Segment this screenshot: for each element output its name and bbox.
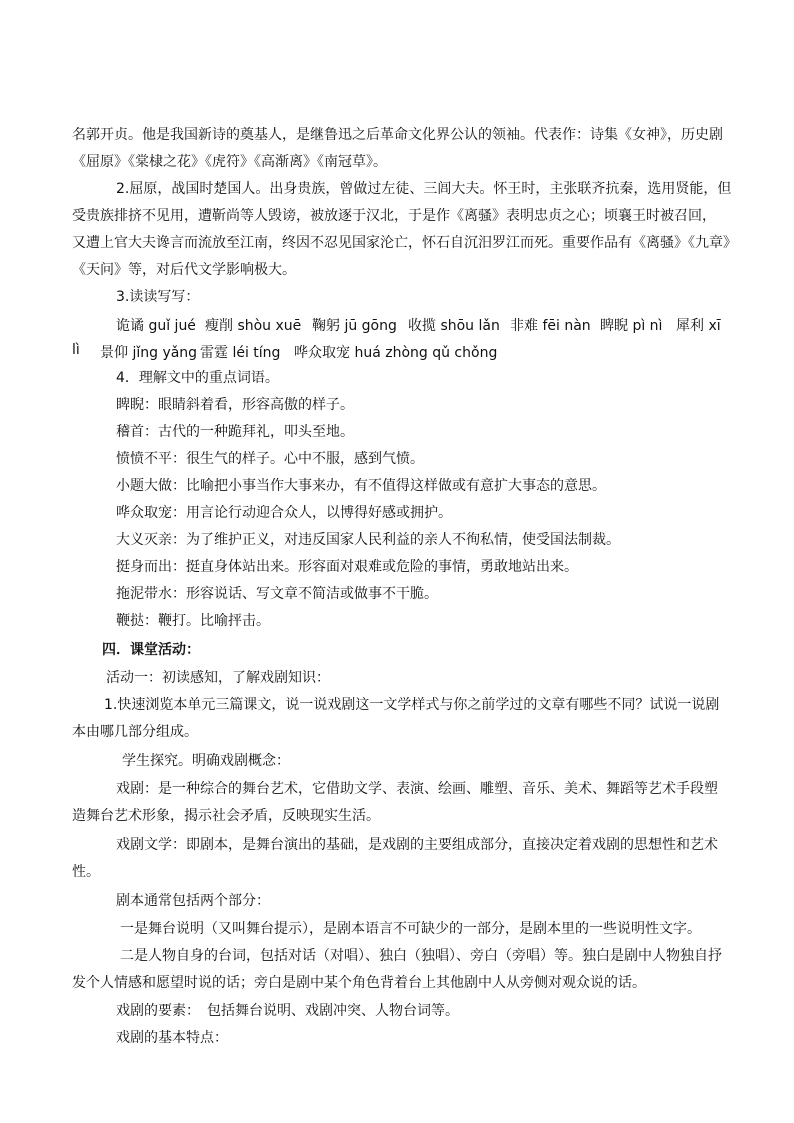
paragraph-line: 戏剧的要素： 包括舞台说明、戏剧冲突、人物台词等。: [116, 1003, 459, 1019]
section-heading: 四．课堂活动：: [102, 642, 200, 658]
paragraph-line: 《屈原》《棠棣之花》《虎符》《高渐离》《南冠草》。: [72, 154, 387, 170]
paragraph-line: 2.屈原，战国时楚国人。出身贵族，曾做过左徒、三闾大夫。怀王时，主张联齐抗秦，选用贤能，但: [116, 181, 732, 197]
paragraph-line: 二是人物自身的台词，包括对话（对唱）、独白（独唱）、旁白（旁唱）等。独白是剧中人物独自抒: [120, 948, 722, 964]
vocab-item: 犀利 xī: [676, 318, 721, 334]
paragraph-line: 戏剧：是一种综合的舞台艺术，它借助文学、表演、绘画、雕塑、音乐、美术、舞蹈等艺术手段塑: [116, 781, 718, 797]
subheading: 4．理解文中的重点词语。: [116, 370, 279, 386]
vocab-item: 收揽 shōu lǎn: [408, 318, 500, 334]
vocab-item: 哗众取宠 huá zhòng qǔ chǒng: [294, 345, 498, 361]
vocab-item: 睥睨 pì nì: [600, 318, 663, 334]
term-definition: 小题大做：比喻把小事当作大事来办，有不值得这样做或有意扩大事态的意思。: [116, 478, 606, 494]
paragraph-line: 《天问》等，对后代文学影响极大。: [72, 262, 296, 278]
vocab-item: lì: [72, 342, 80, 358]
term-definition: 大义灭亲：为了维护正义，对违反国家人民利益的亲人不徇私情，使受国法制裁。: [116, 532, 620, 548]
activity-title: 活动一：初读感知，了解戏剧知识：: [106, 670, 330, 686]
paragraph-line: 造舞台艺术形象，揭示社会矛盾，反映现实生活。: [72, 808, 380, 824]
question-line: 1.快速浏览本单元三篇课文，说一说戏剧这一文学样式与你之前学过的文章有哪些不同？试说一说剧: [104, 697, 720, 713]
paragraph-line: 学生探究。明确戏剧概念：: [122, 753, 290, 769]
subheading: 3.读读写写：: [116, 289, 200, 305]
paragraph-line: 戏剧的基本特点：: [116, 1030, 228, 1046]
paragraph-line: 又遭上官大夫谗言而流放至江南，终因不忍见国家沦亡，怀石自沉汨罗江而死。重要作品有《离骚》《九章》: [72, 235, 737, 251]
term-definition: 睥睨：眼睛斜着看，形容高傲的样子。: [116, 397, 354, 413]
term-definition: 拖泥带水：形容说话、写文章不简洁或做事不干脆。: [116, 586, 438, 602]
term-definition: 稽首：古代的一种跪拜礼，叩头至地。: [116, 424, 354, 440]
term-definition: 愤愤不平：很生气的样子。心中不服，感到气愤。: [116, 451, 424, 467]
vocab-item: 诡谲 guǐ jué: [116, 318, 196, 334]
vocab-item: 景仰 jǐng yǎng: [100, 345, 198, 361]
paragraph-line: 一是舞台说明（又叫舞台提示），是剧本语言不可缺少的一部分，是剧本里的一些说明性文字。: [120, 921, 701, 937]
paragraph-line: 剧本通常包括两个部分：: [116, 893, 270, 909]
vocab-item: 非难 fēi nàn: [510, 318, 591, 334]
paragraph-line: 受贵族排挤不见用，遭靳尚等人毁谤，被放逐于汉北，于是作《离骚》表明忠贞之心；顷襄王时被召回，: [72, 208, 716, 224]
term-definition: 哗众取宠：用言论行动迎合众人，以博得好感或拥护。: [116, 505, 452, 521]
term-definition: 挺身而出：挺直身体站出来。形容面对艰难或危险的事情，勇敢地站出来。: [116, 559, 578, 575]
paragraph-line: 名郭开贞。他是我国新诗的奠基人，是继鲁迅之后革命文化界公认的领袖。代表作：诗集《女神》，历史剧: [72, 127, 723, 143]
paragraph-line: 性。: [72, 864, 100, 880]
term-definition: 鞭挞：鞭打。比喻抨击。: [116, 613, 270, 629]
paragraph-line: 发个人情感和愿望时说的话；旁白是剧中某个角色背着台上其他剧中人从旁侧对观众说的话。: [72, 975, 646, 991]
vocab-item: 鞠躬 jū gōng: [312, 318, 397, 334]
question-line: 本由哪几部分组成。: [72, 724, 198, 740]
paragraph-line: 戏剧文学：即剧本，是舞台演出的基础，是戏剧的主要组成部分，直接决定着戏剧的思想性和艺术: [116, 837, 718, 853]
vocab-item: 瘦削 shòu xuē: [205, 318, 302, 334]
vocab-item: 雷霆 léi tíng: [200, 345, 281, 361]
